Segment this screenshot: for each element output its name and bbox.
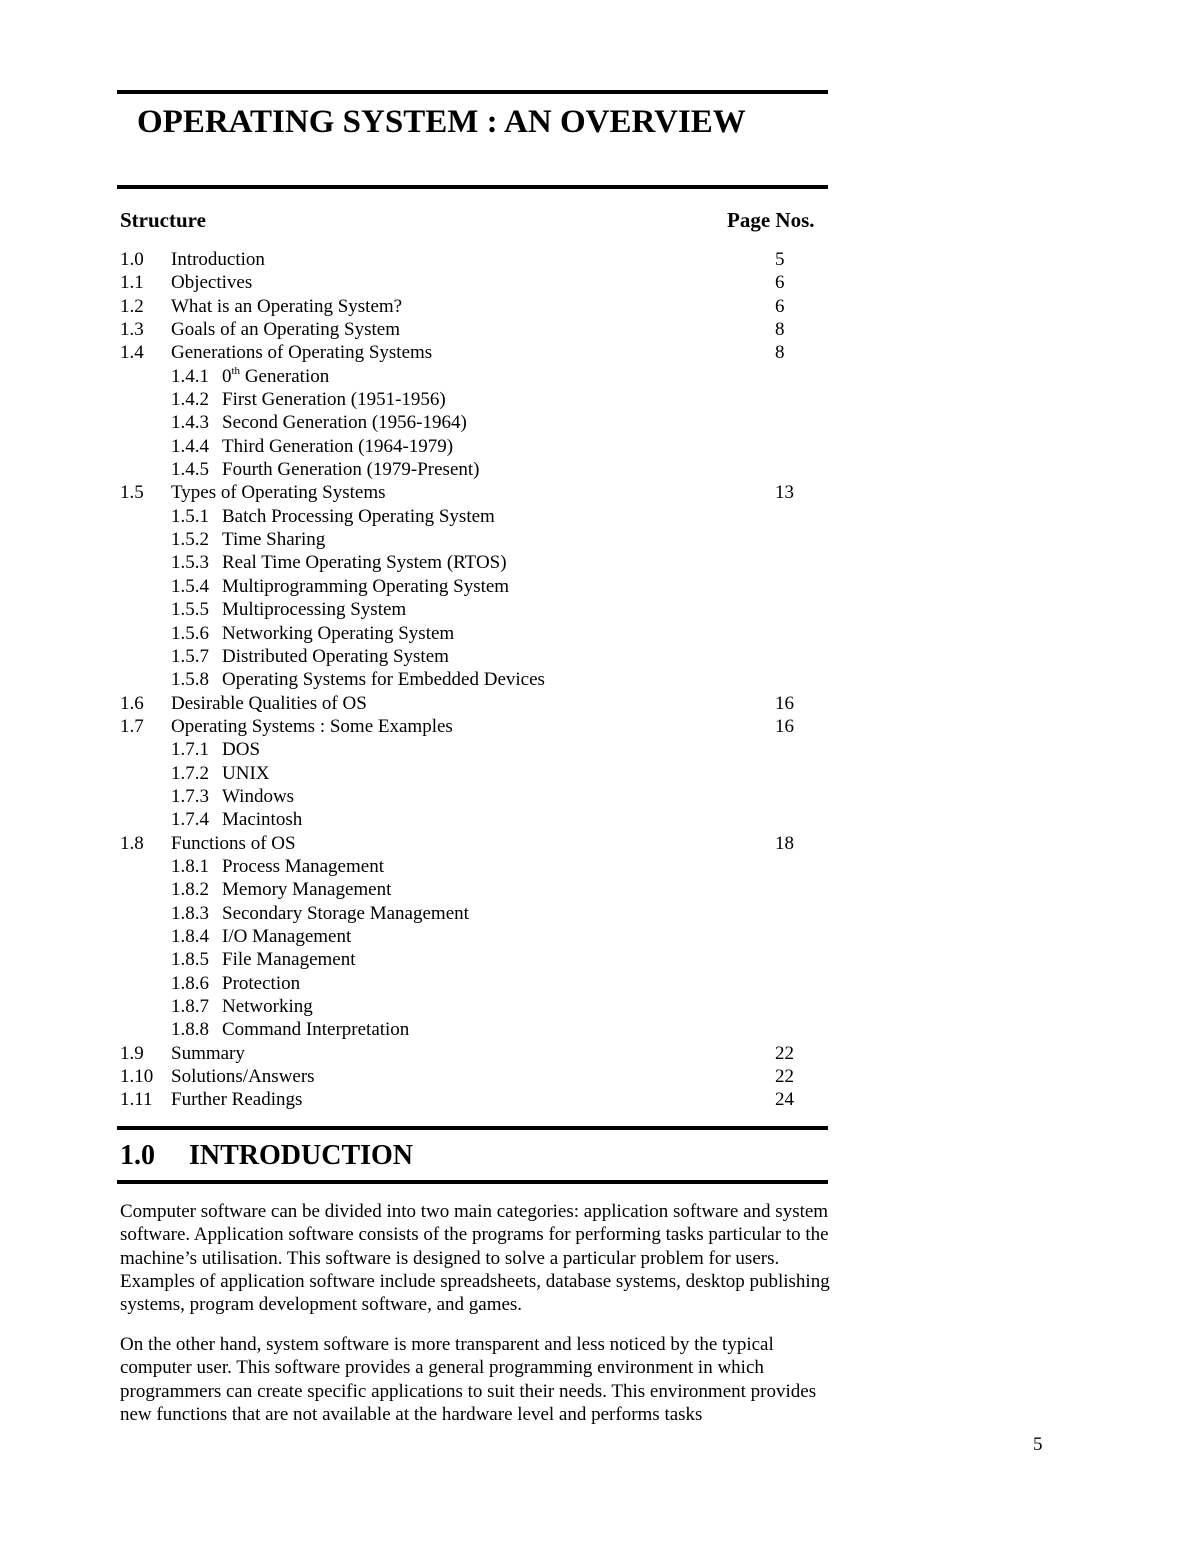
toc-entry-page: 18 <box>775 832 794 854</box>
toc-entry-title: Command Interpretation <box>222 1019 410 1041</box>
toc-entry-title: Functions of OS <box>171 832 296 854</box>
title-bottom-rule <box>117 185 828 189</box>
toc-entry-title-part: 0 <box>222 365 232 387</box>
toc-entry-title: Goals of an Operating System <box>171 319 401 341</box>
toc-entry-number: 1.8.6 <box>171 972 209 994</box>
toc-entry-number: 1.7.2 <box>171 762 209 784</box>
toc-entry-title: Third Generation (1964-1979) <box>222 435 454 457</box>
toc-entry-page: 16 <box>775 692 794 714</box>
toc-subentry <box>120 855 820 878</box>
toc-entry-title: Objectives <box>171 272 253 294</box>
toc-entry <box>120 295 820 318</box>
toc-entry-number: 1.7.4 <box>171 809 209 831</box>
toc-entry <box>120 318 820 341</box>
paragraph: On the other hand, system software is more transparent and less noticed by the typical computer user. This software provides a general programming environment in which programmers can create specific applications to suit their needs. This environment provides new functions that are not available at the hardware level and performs tasks <box>120 1334 817 1425</box>
toc-entry-number: 1.5.2 <box>171 529 209 551</box>
toc-entry-number: 1.6 <box>120 692 144 714</box>
toc-entry-title: Multiprocessing System <box>222 599 407 621</box>
toc-subentry <box>120 551 820 574</box>
toc-entry-title: Process Management <box>222 855 384 877</box>
ordinal-superscript: th <box>231 364 241 377</box>
toc-entry-number: 1.5.8 <box>171 669 209 691</box>
toc-subentry <box>120 1018 820 1041</box>
toc-entry-title: UNIX <box>222 762 270 784</box>
toc-subentry <box>120 505 820 528</box>
toc-entry-number: 1.8.8 <box>171 1019 209 1041</box>
toc-entry-number: 1.8.2 <box>171 879 209 901</box>
toc-entry-title: Summary <box>171 1042 245 1064</box>
toc-entry-page: 6 <box>775 272 785 294</box>
paragraph: Computer software can be divided into two main categories: application software and system software. Application software consists of the programs for performing tasks particular to the machine’s utilisation. This software is designed to solve a particular problem for users. Examples of application software include spreadsheets, database systems, desktop publishing systems, program development software, and games. <box>120 1201 830 1316</box>
toc-entry-number: 1.7 <box>120 715 144 737</box>
toc-subentry <box>120 622 820 645</box>
toc-entry <box>120 1042 820 1065</box>
toc-entry-title: Windows <box>222 785 295 807</box>
toc-entry-title: Generations of Operating Systems <box>171 342 433 364</box>
toc-entry-title: Real Time Operating System (RTOS) <box>222 552 507 574</box>
section-bottom-rule <box>117 1180 828 1184</box>
toc-entry-number: 1.4.1 <box>171 365 209 387</box>
toc-subentry <box>120 808 820 831</box>
toc-entry-title: Second Generation (1956-1964) <box>222 412 467 434</box>
toc-entry-number: 1.8.5 <box>171 949 209 971</box>
toc-entry-number: 1.5.7 <box>171 645 209 667</box>
toc-entry-number: 1.4.3 <box>171 412 209 434</box>
toc-subentry <box>120 411 820 434</box>
section-heading <box>120 1137 413 1175</box>
toc-entry-number: 1.8.4 <box>171 925 209 947</box>
toc-entry <box>120 271 820 294</box>
toc-entry-number: 1.4.2 <box>171 389 209 411</box>
toc-entry-number: 1.11 <box>120 1089 153 1111</box>
toc-entry <box>120 1065 820 1088</box>
page-title: OPERATING SYSTEM : AN OVERVIEW <box>137 104 746 140</box>
toc-subentry <box>120 435 820 458</box>
toc-entry-title: Introduction <box>171 249 265 270</box>
toc-subentry <box>120 972 820 995</box>
toc-entry <box>120 341 820 364</box>
toc-entry-title: Fourth Generation (1979-Present) <box>222 459 480 481</box>
toc-entry-number: 1.3 <box>120 319 144 341</box>
toc-entry-title: First Generation (1951-1956) <box>222 389 446 411</box>
toc-subentry <box>120 925 820 948</box>
toc-entry-page: 24 <box>775 1089 794 1111</box>
toc-subentry <box>120 645 820 668</box>
toc-entry <box>120 832 820 855</box>
toc-entry-page: 6 <box>775 295 785 317</box>
toc-entry-title: Networking Operating System <box>222 622 455 644</box>
toc-entry-title: Distributed Operating System <box>222 645 449 667</box>
toc-subentry <box>120 785 820 808</box>
toc-entry-title: Macintosh <box>222 809 303 831</box>
toc-subentry <box>120 458 820 481</box>
toc-entry-number: 1.7.3 <box>171 785 209 807</box>
structure-label: Structure <box>120 208 206 232</box>
toc-subentry <box>120 388 820 411</box>
toc-entry-number: 1.7.1 <box>171 739 209 761</box>
toc-entry-page: 13 <box>775 482 794 504</box>
toc-entry-title: Further Readings <box>171 1089 303 1111</box>
table-of-contents <box>120 248 820 1112</box>
toc-entry-title: Operating Systems : Some Examples <box>171 715 453 737</box>
toc-entry-number: 1.4 <box>120 342 144 364</box>
toc-entry <box>120 481 820 504</box>
toc-entry <box>120 715 820 738</box>
toc-entry-page: 8 <box>775 319 785 341</box>
toc-entry-number: 1.5.3 <box>171 552 209 574</box>
toc-entry-number: 1.5.6 <box>171 622 209 644</box>
toc-entry-number: 1.8.7 <box>171 996 209 1017</box>
toc-entry-title: Batch Processing Operating System <box>222 505 495 527</box>
toc-entry-title: Memory Management <box>222 879 392 901</box>
top-rule <box>117 90 828 94</box>
toc-entry-page: 16 <box>775 715 794 737</box>
toc-subentry <box>120 738 820 761</box>
toc-entry <box>120 248 820 271</box>
toc-subentry <box>120 762 820 785</box>
toc-subentry <box>120 995 820 1018</box>
toc-entry-page: 22 <box>775 1066 794 1088</box>
toc-entry-number: 1.8.1 <box>171 855 209 877</box>
toc-entry-title: What is an Operating System? <box>171 295 403 317</box>
toc-entry-number: 1.8.3 <box>171 902 209 924</box>
toc-entry-title: Time Sharing <box>222 529 326 551</box>
toc-entry-number: 1.5.4 <box>171 575 209 597</box>
section-top-rule <box>117 1126 828 1130</box>
toc-subentry <box>120 575 820 598</box>
toc-subentry <box>120 365 820 388</box>
toc-entry-title: DOS <box>222 739 261 761</box>
toc-entry-title: Types of Operating Systems <box>171 482 386 504</box>
toc-entry-title: File Management <box>222 949 356 971</box>
toc-subentry <box>120 878 820 901</box>
toc-entry-title: Protection <box>222 972 301 994</box>
toc-entry-title: I/O Management <box>222 925 352 947</box>
toc-entry-title <box>222 365 329 388</box>
toc-entry-page: 5 <box>775 249 785 270</box>
toc-subentry <box>120 948 820 971</box>
toc-entry-title: Networking <box>222 996 313 1017</box>
toc-entry <box>120 692 820 715</box>
page-number: 5 <box>1033 1434 1043 1455</box>
toc-subentry <box>120 598 820 621</box>
toc-subentry <box>120 528 820 551</box>
toc-entry-number: 1.8 <box>120 832 144 854</box>
toc-entry-title: Operating Systems for Embedded Devices <box>222 669 545 691</box>
toc-entry-number: 1.1 <box>120 272 144 294</box>
toc-entry-number: 1.2 <box>120 295 144 317</box>
toc-entry-number: 1.9 <box>120 1042 144 1064</box>
toc-entry-number: 1.5 <box>120 482 144 504</box>
toc-entry-number: 1.5.5 <box>171 599 209 621</box>
toc-subentry <box>120 668 820 691</box>
toc-entry-number: 1.5.1 <box>171 505 209 527</box>
page-nos-label: Page Nos. <box>727 208 815 232</box>
section-title: INTRODUCTION <box>189 1140 414 1171</box>
toc-entry-number: 1.0 <box>120 249 144 270</box>
toc-entry-number: 1.4.4 <box>171 435 209 457</box>
toc-subentry <box>120 902 820 925</box>
toc-entry-title: Multiprogramming Operating System <box>222 575 510 597</box>
toc-entry-page: 22 <box>775 1042 794 1064</box>
toc-entry-page: 8 <box>775 342 785 364</box>
toc-entry <box>120 1088 820 1111</box>
toc-entry-number: 1.10 <box>120 1066 154 1088</box>
toc-entry-title: Desirable Qualities of OS <box>171 692 367 714</box>
section-number: 1.0 <box>120 1140 155 1171</box>
toc-entry-title-part: Generation <box>240 365 330 387</box>
toc-entry-title: Solutions/Answers <box>171 1066 315 1088</box>
toc-entry-number: 1.4.5 <box>171 459 209 481</box>
toc-entry-title: Secondary Storage Management <box>222 902 469 924</box>
